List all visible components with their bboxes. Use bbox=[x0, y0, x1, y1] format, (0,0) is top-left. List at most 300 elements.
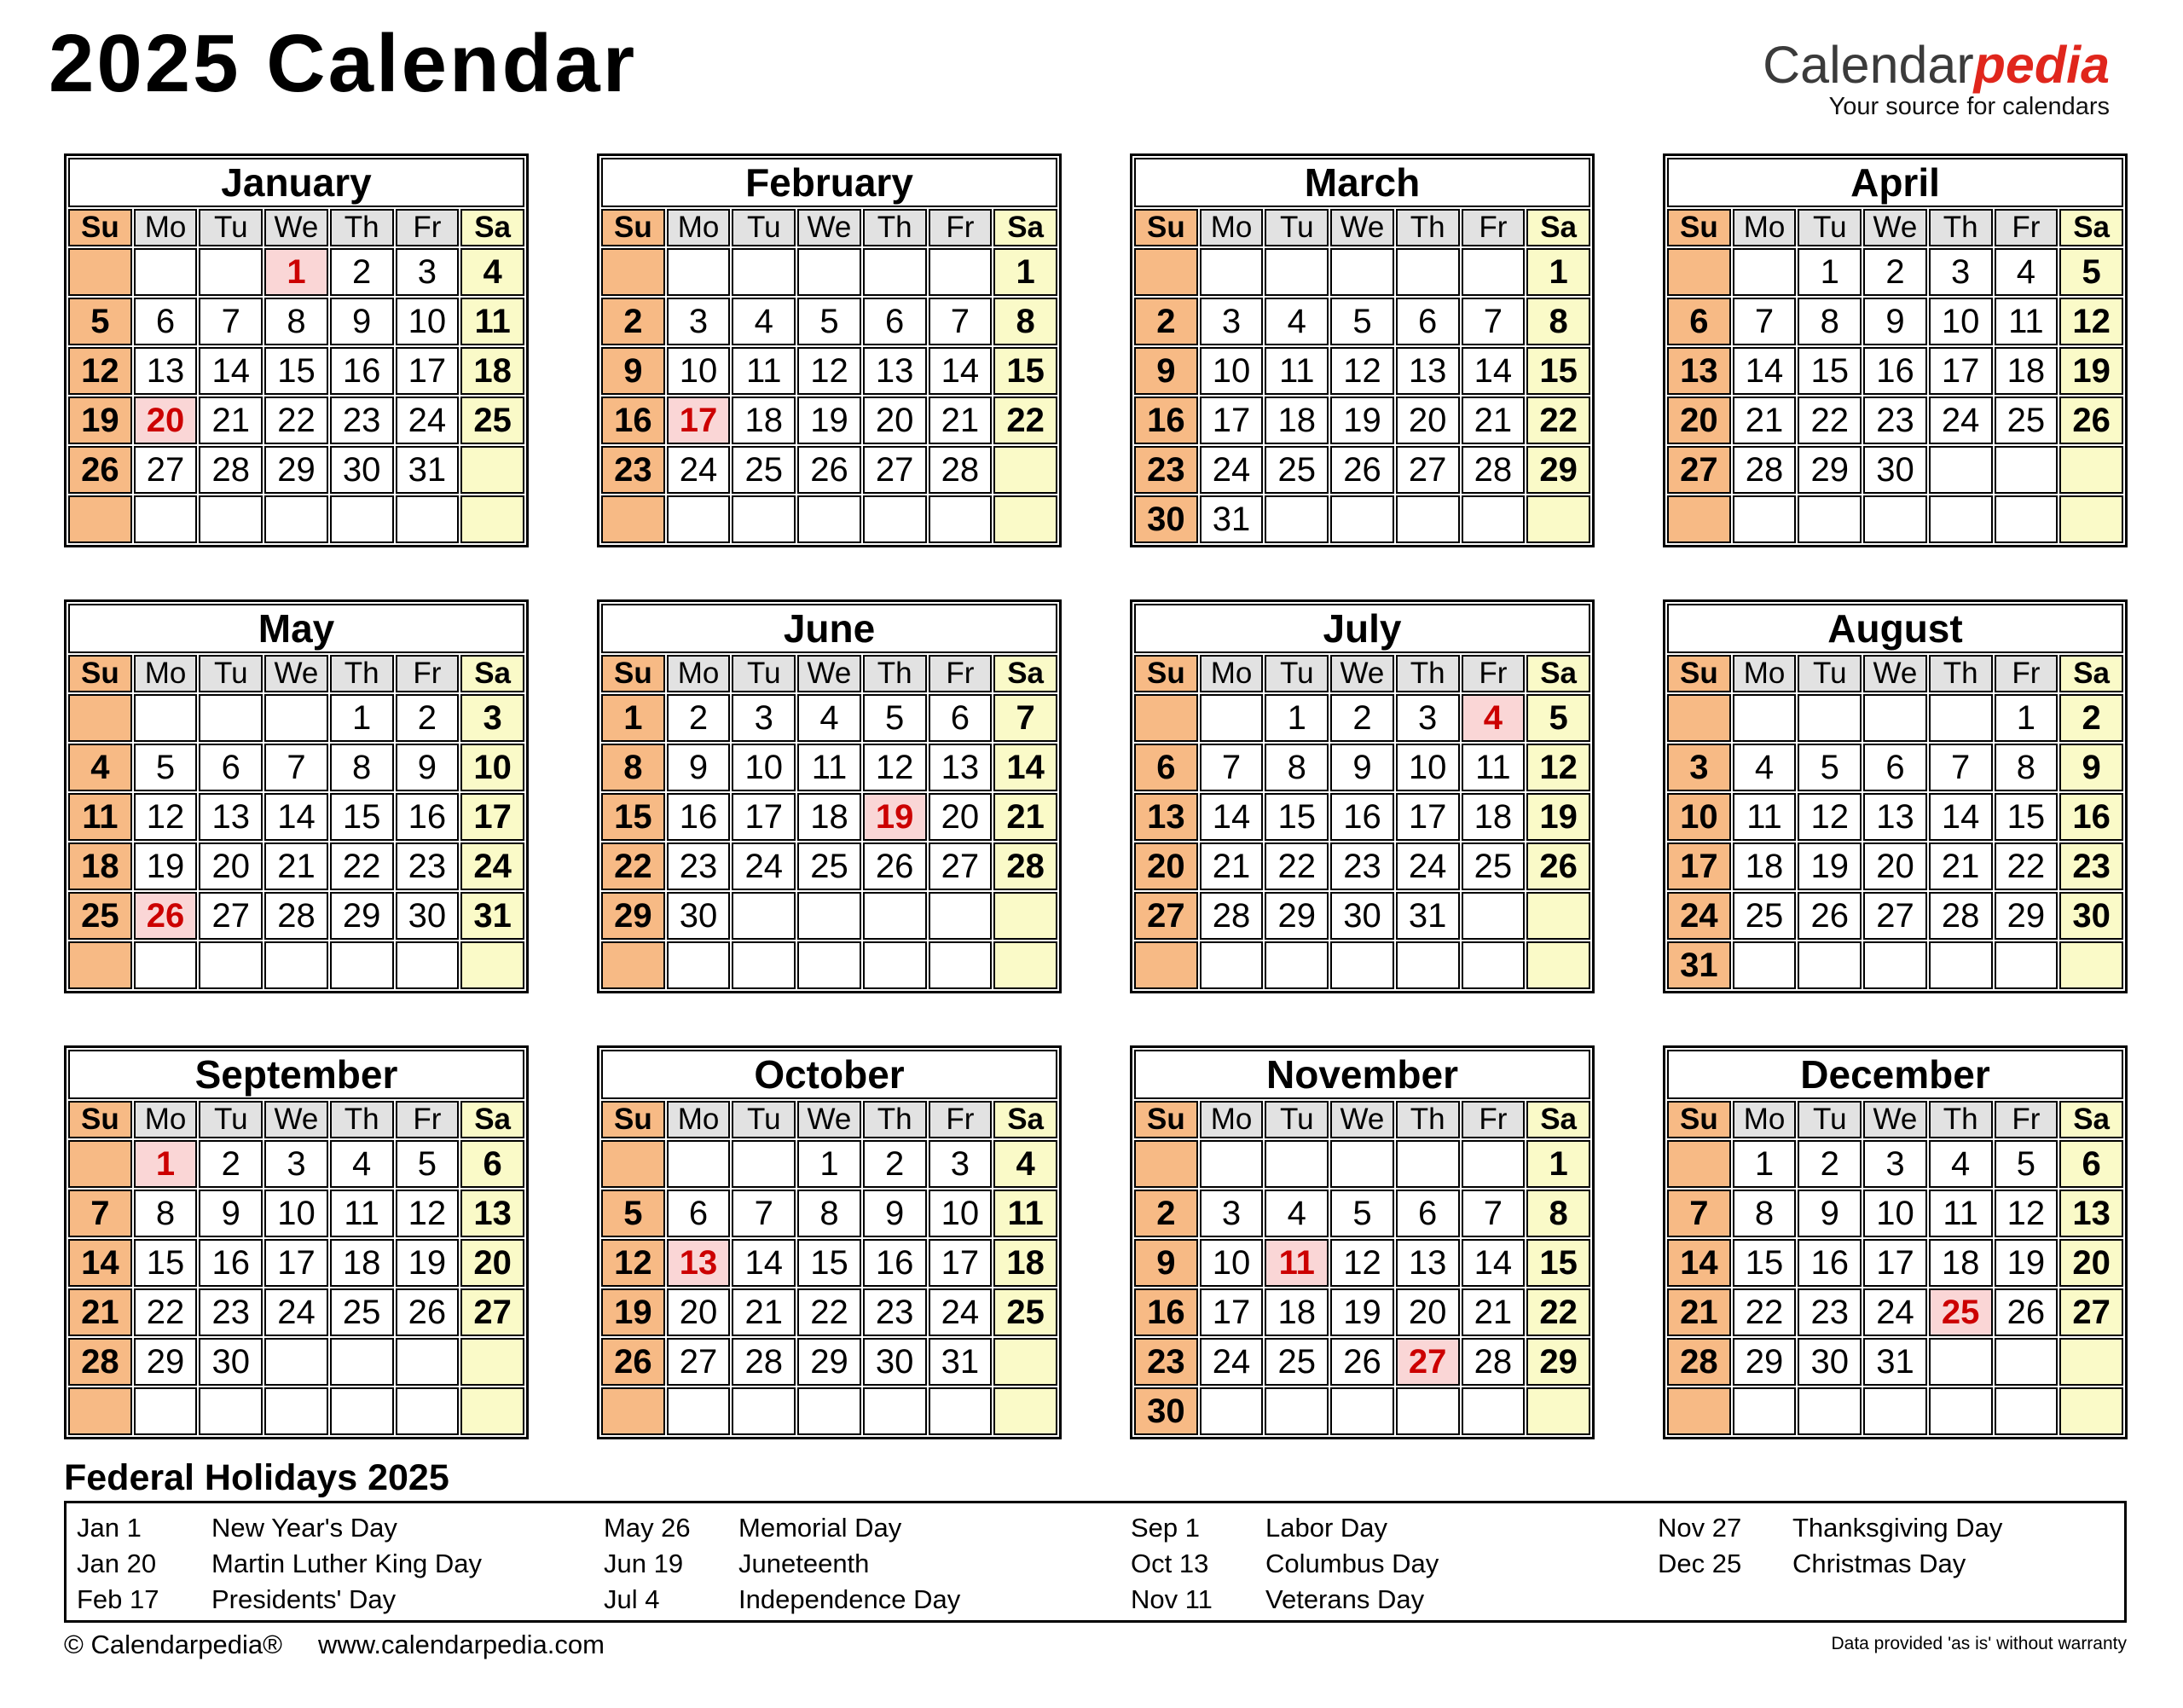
day-cell-september-12: 12 bbox=[396, 1190, 460, 1237]
day-cell-february-9: 9 bbox=[601, 347, 665, 395]
day-cell-april-1: 1 bbox=[1798, 248, 1862, 296]
day-header-th: Th bbox=[330, 209, 394, 246]
day-header-sa: Sa bbox=[460, 209, 524, 246]
day-cell-july-24: 24 bbox=[1396, 842, 1460, 890]
empty-day-cell bbox=[1330, 248, 1394, 296]
day-cell-august-27: 27 bbox=[1863, 892, 1927, 940]
holiday-name: Juneteenth bbox=[738, 1549, 870, 1578]
day-cell-december-5: 5 bbox=[1995, 1140, 2059, 1188]
day-cell-february-13: 13 bbox=[863, 347, 927, 395]
empty-day-cell bbox=[1265, 495, 1329, 543]
day-cell-december-6: 6 bbox=[2059, 1140, 2123, 1188]
day-cell-march-30: 30 bbox=[1134, 495, 1198, 543]
day-cell-may-20: 20 bbox=[199, 842, 263, 890]
day-cell-june-28: 28 bbox=[993, 842, 1057, 890]
day-cell-february-7: 7 bbox=[929, 298, 993, 345]
day-cell-april-20: 20 bbox=[1667, 397, 1731, 444]
day-cell-july-18: 18 bbox=[1462, 793, 1526, 841]
day-cell-july-12: 12 bbox=[1526, 744, 1590, 791]
website-link[interactable]: www.calendarpedia.com bbox=[317, 1630, 605, 1659]
empty-day-cell bbox=[732, 1140, 796, 1188]
day-cell-october-15: 15 bbox=[797, 1239, 861, 1287]
day-cell-december-1: 1 bbox=[1733, 1140, 1797, 1188]
empty-day-cell bbox=[1863, 694, 1927, 742]
day-header-we: We bbox=[264, 209, 328, 246]
month-july bbox=[1130, 599, 1595, 993]
day-cell-november-6: 6 bbox=[1396, 1190, 1460, 1237]
day-cell-august-22: 22 bbox=[1995, 842, 2059, 890]
month-february bbox=[597, 153, 1062, 547]
empty-day-cell bbox=[1929, 1338, 1993, 1386]
empty-day-cell bbox=[68, 941, 132, 989]
empty-day-cell bbox=[460, 495, 524, 543]
day-cell-october-14: 14 bbox=[732, 1239, 796, 1287]
day-cell-may-25: 25 bbox=[68, 892, 132, 940]
day-cell-june-26: 26 bbox=[863, 842, 927, 890]
day-cell-january-21: 21 bbox=[199, 397, 263, 444]
day-header-sa: Sa bbox=[2059, 209, 2123, 246]
empty-day-cell bbox=[1200, 248, 1264, 296]
day-cell-may-5: 5 bbox=[134, 744, 198, 791]
empty-day-cell bbox=[1462, 941, 1526, 989]
day-cell-june-22: 22 bbox=[601, 842, 665, 890]
day-cell-august-26: 26 bbox=[1798, 892, 1862, 940]
day-header-su: Su bbox=[1667, 209, 1731, 246]
day-cell-june-4: 4 bbox=[797, 694, 861, 742]
day-cell-december-26: 26 bbox=[1995, 1288, 2059, 1336]
day-cell-august-17: 17 bbox=[1667, 842, 1731, 890]
day-cell-november-11: 11 bbox=[1265, 1239, 1329, 1287]
day-cell-january-8: 8 bbox=[264, 298, 328, 345]
day-cell-january-25: 25 bbox=[460, 397, 524, 444]
day-cell-june-11: 11 bbox=[797, 744, 861, 791]
day-header-mo: Mo bbox=[667, 1101, 731, 1138]
day-cell-january-27: 27 bbox=[134, 446, 198, 494]
day-cell-october-12: 12 bbox=[601, 1239, 665, 1287]
day-cell-august-30: 30 bbox=[2059, 892, 2123, 940]
day-cell-june-6: 6 bbox=[929, 694, 993, 742]
day-cell-january-9: 9 bbox=[330, 298, 394, 345]
day-cell-october-1: 1 bbox=[797, 1140, 861, 1188]
day-cell-september-26: 26 bbox=[396, 1288, 460, 1336]
day-cell-october-25: 25 bbox=[993, 1288, 1057, 1336]
day-cell-november-3: 3 bbox=[1200, 1190, 1264, 1237]
month-title: June bbox=[601, 604, 1057, 653]
day-cell-september-20: 20 bbox=[460, 1239, 524, 1287]
day-cell-march-6: 6 bbox=[1396, 298, 1460, 345]
day-cell-january-20: 20 bbox=[134, 397, 198, 444]
month-october bbox=[597, 1045, 1062, 1439]
day-cell-march-11: 11 bbox=[1265, 347, 1329, 395]
empty-day-cell bbox=[1929, 495, 1993, 543]
empty-day-cell bbox=[1929, 694, 1993, 742]
day-cell-december-22: 22 bbox=[1733, 1288, 1797, 1336]
holiday-date: Nov 11 bbox=[1131, 1584, 1213, 1614]
day-cell-december-3: 3 bbox=[1863, 1140, 1927, 1188]
day-cell-february-14: 14 bbox=[929, 347, 993, 395]
day-cell-august-13: 13 bbox=[1863, 793, 1927, 841]
empty-day-cell bbox=[68, 694, 132, 742]
empty-day-cell bbox=[330, 495, 394, 543]
day-header-sa: Sa bbox=[460, 1101, 524, 1138]
day-header-su: Su bbox=[601, 1101, 665, 1138]
day-cell-may-6: 6 bbox=[199, 744, 263, 791]
holiday-date: Jan 1 bbox=[77, 1513, 142, 1543]
empty-day-cell bbox=[330, 1387, 394, 1435]
day-header-tu: Tu bbox=[1265, 655, 1329, 692]
day-cell-october-13: 13 bbox=[667, 1239, 731, 1287]
day-header-tu: Tu bbox=[199, 1101, 263, 1138]
day-cell-september-15: 15 bbox=[134, 1239, 198, 1287]
day-cell-february-3: 3 bbox=[667, 298, 731, 345]
day-cell-may-9: 9 bbox=[396, 744, 460, 791]
day-cell-june-13: 13 bbox=[929, 744, 993, 791]
day-cell-may-1: 1 bbox=[330, 694, 394, 742]
empty-day-cell bbox=[264, 495, 328, 543]
holiday-date: Nov 27 bbox=[1658, 1513, 1742, 1543]
empty-day-cell bbox=[1396, 495, 1460, 543]
empty-day-cell bbox=[134, 248, 198, 296]
day-cell-february-28: 28 bbox=[929, 446, 993, 494]
day-cell-october-20: 20 bbox=[667, 1288, 731, 1336]
day-cell-june-30: 30 bbox=[667, 892, 731, 940]
empty-day-cell bbox=[667, 495, 731, 543]
day-cell-august-4: 4 bbox=[1733, 744, 1797, 791]
empty-day-cell bbox=[929, 892, 993, 940]
day-cell-april-17: 17 bbox=[1929, 347, 1993, 395]
empty-day-cell bbox=[1863, 495, 1927, 543]
empty-day-cell bbox=[667, 1387, 731, 1435]
day-cell-october-5: 5 bbox=[601, 1190, 665, 1237]
day-cell-december-9: 9 bbox=[1798, 1190, 1862, 1237]
day-cell-august-19: 19 bbox=[1798, 842, 1862, 890]
empty-day-cell bbox=[1462, 1140, 1526, 1188]
day-cell-april-28: 28 bbox=[1733, 446, 1797, 494]
day-cell-october-21: 21 bbox=[732, 1288, 796, 1336]
day-header-tu: Tu bbox=[732, 209, 796, 246]
empty-day-cell bbox=[1396, 941, 1460, 989]
month-title: December bbox=[1667, 1050, 2123, 1099]
holiday-date: Jun 19 bbox=[604, 1549, 684, 1578]
empty-day-cell bbox=[1863, 1387, 1927, 1435]
day-cell-july-1: 1 bbox=[1265, 694, 1329, 742]
day-header-we: We bbox=[1330, 209, 1394, 246]
holiday-date: Jan 20 bbox=[77, 1549, 157, 1578]
empty-day-cell bbox=[199, 248, 263, 296]
empty-day-cell bbox=[1667, 1140, 1731, 1188]
empty-day-cell bbox=[732, 495, 796, 543]
day-cell-may-15: 15 bbox=[330, 793, 394, 841]
day-cell-april-18: 18 bbox=[1995, 347, 2059, 395]
day-header-we: We bbox=[797, 655, 861, 692]
day-cell-july-8: 8 bbox=[1265, 744, 1329, 791]
day-cell-february-12: 12 bbox=[797, 347, 861, 395]
day-cell-march-7: 7 bbox=[1462, 298, 1526, 345]
day-header-tu: Tu bbox=[1798, 655, 1862, 692]
empty-day-cell bbox=[1134, 694, 1198, 742]
day-cell-september-22: 22 bbox=[134, 1288, 198, 1336]
empty-day-cell bbox=[2059, 941, 2123, 989]
day-cell-september-2: 2 bbox=[199, 1140, 263, 1188]
day-header-su: Su bbox=[1667, 1101, 1731, 1138]
month-title: March bbox=[1134, 158, 1590, 207]
empty-day-cell bbox=[134, 941, 198, 989]
day-header-tu: Tu bbox=[1265, 1101, 1329, 1138]
day-cell-july-30: 30 bbox=[1330, 892, 1394, 940]
day-cell-december-12: 12 bbox=[1995, 1190, 2059, 1237]
day-cell-september-13: 13 bbox=[460, 1190, 524, 1237]
day-header-tu: Tu bbox=[1798, 209, 1862, 246]
day-header-mo: Mo bbox=[134, 655, 198, 692]
empty-day-cell bbox=[993, 495, 1057, 543]
holiday-name: Christmas Day bbox=[1792, 1549, 1966, 1578]
day-cell-december-10: 10 bbox=[1863, 1190, 1927, 1237]
day-header-tu: Tu bbox=[732, 655, 796, 692]
day-cell-november-24: 24 bbox=[1200, 1338, 1264, 1386]
day-cell-june-23: 23 bbox=[667, 842, 731, 890]
day-cell-august-8: 8 bbox=[1995, 744, 2059, 791]
day-header-th: Th bbox=[330, 655, 394, 692]
day-cell-april-4: 4 bbox=[1995, 248, 2059, 296]
empty-day-cell bbox=[396, 941, 460, 989]
day-header-su: Su bbox=[1134, 1101, 1198, 1138]
day-cell-october-10: 10 bbox=[929, 1190, 993, 1237]
empty-day-cell bbox=[601, 941, 665, 989]
holidays-box bbox=[64, 1501, 2127, 1623]
day-cell-september-6: 6 bbox=[460, 1140, 524, 1188]
day-cell-march-20: 20 bbox=[1396, 397, 1460, 444]
day-cell-april-3: 3 bbox=[1929, 248, 1993, 296]
empty-day-cell bbox=[732, 248, 796, 296]
day-cell-october-6: 6 bbox=[667, 1190, 731, 1237]
empty-day-cell bbox=[1667, 694, 1731, 742]
day-cell-july-28: 28 bbox=[1200, 892, 1264, 940]
day-cell-january-5: 5 bbox=[68, 298, 132, 345]
day-header-sa: Sa bbox=[1526, 1101, 1590, 1138]
empty-day-cell bbox=[1462, 892, 1526, 940]
day-cell-august-25: 25 bbox=[1733, 892, 1797, 940]
day-cell-october-7: 7 bbox=[732, 1190, 796, 1237]
day-cell-december-20: 20 bbox=[2059, 1239, 2123, 1287]
empty-day-cell bbox=[1798, 941, 1862, 989]
day-cell-march-21: 21 bbox=[1462, 397, 1526, 444]
day-cell-november-7: 7 bbox=[1462, 1190, 1526, 1237]
empty-day-cell bbox=[1526, 941, 1590, 989]
day-cell-august-18: 18 bbox=[1733, 842, 1797, 890]
empty-day-cell bbox=[2059, 1387, 2123, 1435]
day-cell-february-8: 8 bbox=[993, 298, 1057, 345]
empty-day-cell bbox=[863, 248, 927, 296]
empty-day-cell bbox=[1200, 941, 1264, 989]
day-header-fr: Fr bbox=[1995, 1101, 2059, 1138]
empty-day-cell bbox=[1134, 248, 1198, 296]
day-cell-april-27: 27 bbox=[1667, 446, 1731, 494]
day-header-sa: Sa bbox=[993, 1101, 1057, 1138]
day-cell-november-20: 20 bbox=[1396, 1288, 1460, 1336]
day-cell-november-21: 21 bbox=[1462, 1288, 1526, 1336]
logo-tagline: Your source for calendars bbox=[1828, 93, 2110, 121]
day-cell-may-21: 21 bbox=[264, 842, 328, 890]
day-header-fr: Fr bbox=[929, 1101, 993, 1138]
empty-day-cell bbox=[460, 941, 524, 989]
empty-day-cell bbox=[601, 1140, 665, 1188]
day-header-su: Su bbox=[68, 209, 132, 246]
day-cell-july-4: 4 bbox=[1462, 694, 1526, 742]
day-cell-august-7: 7 bbox=[1929, 744, 1993, 791]
day-cell-october-17: 17 bbox=[929, 1239, 993, 1287]
day-cell-july-27: 27 bbox=[1134, 892, 1198, 940]
day-header-we: We bbox=[264, 655, 328, 692]
day-cell-july-10: 10 bbox=[1396, 744, 1460, 791]
day-cell-december-15: 15 bbox=[1733, 1239, 1797, 1287]
empty-day-cell bbox=[1526, 892, 1590, 940]
empty-day-cell bbox=[1733, 694, 1797, 742]
empty-day-cell bbox=[1200, 694, 1264, 742]
day-cell-august-3: 3 bbox=[1667, 744, 1731, 791]
day-cell-december-29: 29 bbox=[1733, 1338, 1797, 1386]
day-cell-july-6: 6 bbox=[1134, 744, 1198, 791]
day-cell-november-26: 26 bbox=[1330, 1338, 1394, 1386]
empty-day-cell bbox=[2059, 1338, 2123, 1386]
empty-day-cell bbox=[797, 892, 861, 940]
day-header-sa: Sa bbox=[2059, 1101, 2123, 1138]
day-cell-september-5: 5 bbox=[396, 1140, 460, 1188]
day-cell-september-3: 3 bbox=[264, 1140, 328, 1188]
empty-day-cell bbox=[1265, 1387, 1329, 1435]
day-cell-february-17: 17 bbox=[667, 397, 731, 444]
empty-day-cell bbox=[863, 495, 927, 543]
day-header-su: Su bbox=[68, 1101, 132, 1138]
day-cell-february-22: 22 bbox=[993, 397, 1057, 444]
day-cell-november-13: 13 bbox=[1396, 1239, 1460, 1287]
day-header-th: Th bbox=[330, 1101, 394, 1138]
day-cell-october-4: 4 bbox=[993, 1140, 1057, 1188]
day-cell-may-10: 10 bbox=[460, 744, 524, 791]
day-header-mo: Mo bbox=[134, 1101, 198, 1138]
empty-day-cell bbox=[1733, 941, 1797, 989]
day-cell-october-31: 31 bbox=[929, 1338, 993, 1386]
day-cell-april-29: 29 bbox=[1798, 446, 1862, 494]
day-cell-september-9: 9 bbox=[199, 1190, 263, 1237]
day-cell-august-29: 29 bbox=[1995, 892, 2059, 940]
day-cell-april-9: 9 bbox=[1863, 298, 1927, 345]
day-cell-january-17: 17 bbox=[396, 347, 460, 395]
day-header-we: We bbox=[1863, 209, 1927, 246]
day-cell-july-17: 17 bbox=[1396, 793, 1460, 841]
empty-day-cell bbox=[1330, 941, 1394, 989]
day-cell-december-2: 2 bbox=[1798, 1140, 1862, 1188]
day-cell-may-19: 19 bbox=[134, 842, 198, 890]
empty-day-cell bbox=[1863, 941, 1927, 989]
day-cell-october-3: 3 bbox=[929, 1140, 993, 1188]
day-cell-september-29: 29 bbox=[134, 1338, 198, 1386]
day-header-fr: Fr bbox=[929, 209, 993, 246]
day-cell-june-20: 20 bbox=[929, 793, 993, 841]
empty-day-cell bbox=[460, 446, 524, 494]
empty-day-cell bbox=[199, 941, 263, 989]
day-cell-march-10: 10 bbox=[1200, 347, 1264, 395]
day-header-fr: Fr bbox=[929, 655, 993, 692]
day-cell-december-23: 23 bbox=[1798, 1288, 1862, 1336]
day-cell-june-25: 25 bbox=[797, 842, 861, 890]
day-header-fr: Fr bbox=[1462, 655, 1526, 692]
day-header-fr: Fr bbox=[396, 1101, 460, 1138]
day-cell-december-25: 25 bbox=[1929, 1288, 1993, 1336]
day-cell-november-12: 12 bbox=[1330, 1239, 1394, 1287]
day-cell-october-23: 23 bbox=[863, 1288, 927, 1336]
empty-day-cell bbox=[1265, 1140, 1329, 1188]
day-cell-july-11: 11 bbox=[1462, 744, 1526, 791]
day-cell-september-24: 24 bbox=[264, 1288, 328, 1336]
day-cell-march-8: 8 bbox=[1526, 298, 1590, 345]
day-cell-may-30: 30 bbox=[396, 892, 460, 940]
day-cell-april-13: 13 bbox=[1667, 347, 1731, 395]
day-cell-july-29: 29 bbox=[1265, 892, 1329, 940]
day-cell-april-22: 22 bbox=[1798, 397, 1862, 444]
day-cell-october-30: 30 bbox=[863, 1338, 927, 1386]
day-cell-may-8: 8 bbox=[330, 744, 394, 791]
day-cell-september-11: 11 bbox=[330, 1190, 394, 1237]
day-cell-october-8: 8 bbox=[797, 1190, 861, 1237]
empty-day-cell bbox=[1929, 446, 1993, 494]
day-cell-october-24: 24 bbox=[929, 1288, 993, 1336]
empty-day-cell bbox=[993, 446, 1057, 494]
day-header-tu: Tu bbox=[199, 209, 263, 246]
day-cell-june-24: 24 bbox=[732, 842, 796, 890]
day-cell-february-19: 19 bbox=[797, 397, 861, 444]
empty-day-cell bbox=[929, 248, 993, 296]
day-cell-february-27: 27 bbox=[863, 446, 927, 494]
empty-day-cell bbox=[1265, 941, 1329, 989]
day-header-we: We bbox=[797, 209, 861, 246]
empty-day-cell bbox=[1526, 1387, 1590, 1435]
day-cell-april-12: 12 bbox=[2059, 298, 2123, 345]
empty-day-cell bbox=[264, 1387, 328, 1435]
day-cell-may-22: 22 bbox=[330, 842, 394, 890]
day-cell-september-1: 1 bbox=[134, 1140, 198, 1188]
empty-day-cell bbox=[134, 694, 198, 742]
day-cell-june-2: 2 bbox=[667, 694, 731, 742]
day-cell-november-28: 28 bbox=[1462, 1338, 1526, 1386]
day-cell-january-6: 6 bbox=[134, 298, 198, 345]
day-cell-april-19: 19 bbox=[2059, 347, 2123, 395]
day-cell-january-22: 22 bbox=[264, 397, 328, 444]
day-cell-october-19: 19 bbox=[601, 1288, 665, 1336]
month-january bbox=[64, 153, 529, 547]
day-cell-april-10: 10 bbox=[1929, 298, 1993, 345]
day-cell-november-16: 16 bbox=[1134, 1288, 1198, 1336]
day-cell-august-6: 6 bbox=[1863, 744, 1927, 791]
day-cell-may-11: 11 bbox=[68, 793, 132, 841]
calendarpedia-logo bbox=[1763, 38, 2110, 119]
day-cell-january-2: 2 bbox=[330, 248, 394, 296]
day-header-sa: Sa bbox=[2059, 655, 2123, 692]
day-cell-september-8: 8 bbox=[134, 1190, 198, 1237]
holiday-name: Memorial Day bbox=[738, 1513, 902, 1543]
empty-day-cell bbox=[1462, 248, 1526, 296]
day-cell-april-14: 14 bbox=[1733, 347, 1797, 395]
month-title: April bbox=[1667, 158, 2123, 207]
day-header-tu: Tu bbox=[1265, 209, 1329, 246]
empty-day-cell bbox=[68, 1387, 132, 1435]
day-cell-july-23: 23 bbox=[1330, 842, 1394, 890]
day-cell-march-12: 12 bbox=[1330, 347, 1394, 395]
holiday-column bbox=[77, 1510, 537, 1618]
day-header-su: Su bbox=[601, 655, 665, 692]
holiday-name: Martin Luther King Day bbox=[211, 1549, 483, 1578]
day-cell-february-18: 18 bbox=[732, 397, 796, 444]
day-header-fr: Fr bbox=[396, 209, 460, 246]
